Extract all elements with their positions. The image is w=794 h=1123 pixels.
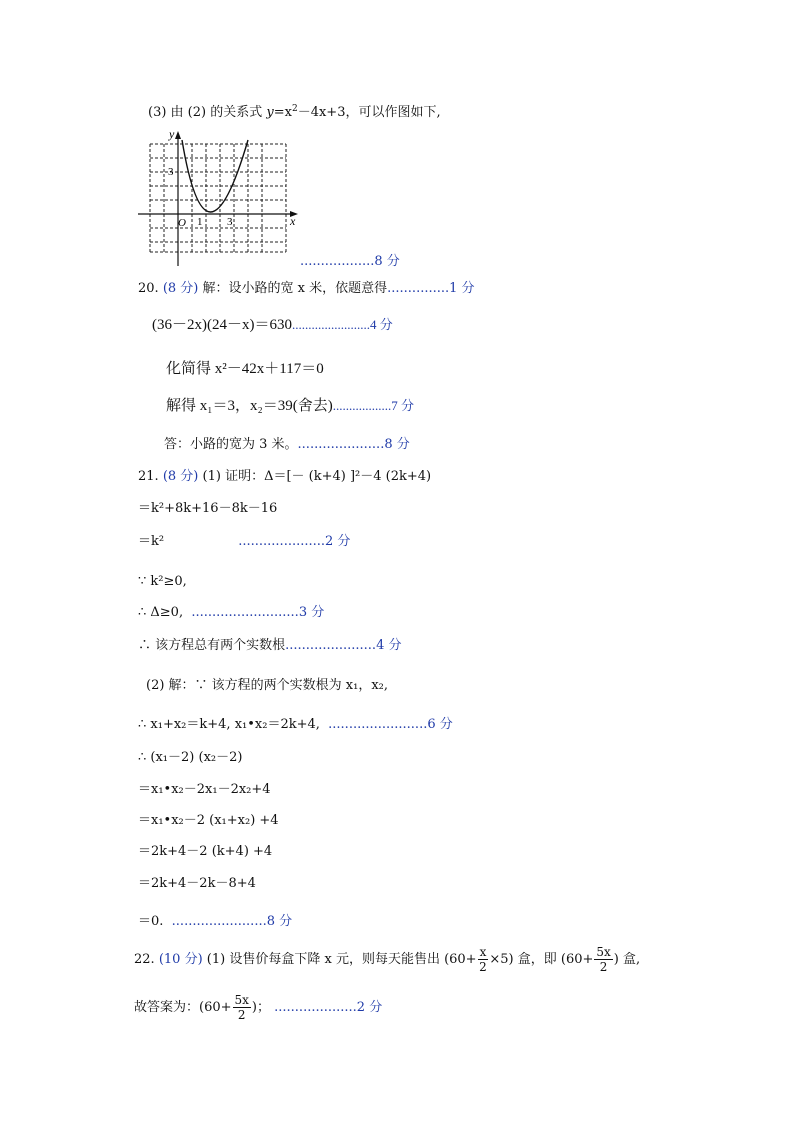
q21-line3-text: ＝k² xyxy=(138,534,165,549)
q21-part1: (1) 证明：Δ＝[－ (k+4) ]²－4 (2k+4) xyxy=(202,469,432,484)
q21-line6-dots: ...................... xyxy=(285,638,377,653)
q21-line3 xyxy=(138,533,350,551)
graph-origin-label: O xyxy=(178,217,186,229)
q22-frac3-num: 5x xyxy=(234,993,249,1007)
q21-line14-text: ＝0. xyxy=(138,914,164,929)
q21-line8-text: ∴ x₁+x₂＝k+4, x₁•x₂＝2k+4, xyxy=(138,717,320,732)
q20-solve xyxy=(166,397,414,415)
q22-frac1-den: 2 xyxy=(479,960,487,974)
graph-tick-x1: 1 xyxy=(197,216,203,228)
q21-line5-text: ∴ Δ≥0, xyxy=(138,605,184,620)
q22-frac1-num: x xyxy=(479,945,487,959)
q21-number: 21. xyxy=(138,469,159,484)
q20-equation xyxy=(152,316,393,334)
q21-line12: ＝2k+4－2 (k+4) +4 xyxy=(138,844,273,859)
q20-number: 20. xyxy=(138,281,159,296)
formula-y: y xyxy=(266,105,274,120)
q22-text-a: (1) 设售价每盒下降 x 元，则每天能售出 (60+ xyxy=(206,952,477,967)
q20-answer: 答：小路的宽为 3 米。 xyxy=(164,437,298,452)
q22-ans-dots: .................... xyxy=(274,1000,357,1015)
graph-tick-y3: 3 xyxy=(168,166,174,178)
q21-line14-dots: ....................... xyxy=(171,914,267,929)
q21-line3-score: 2 分 xyxy=(325,534,351,549)
q20-simplify: 化简得 x²－42x＋117＝0 xyxy=(166,361,324,377)
q22-answer-line xyxy=(134,992,382,1024)
q22-points: (10 分) xyxy=(158,952,203,967)
q22-ans-b: )； xyxy=(251,1000,270,1015)
q21-line8-score: 6 分 xyxy=(427,717,453,732)
q22-fraction-1 xyxy=(478,945,489,974)
graph-x-label: x xyxy=(290,214,296,228)
q21-line5 xyxy=(138,604,324,622)
q21-line2: ＝k²+8k+16－8k－16 xyxy=(138,501,278,516)
q21-line10: ＝x₁•x₂－2x₁－2x₂+4 xyxy=(138,782,271,797)
q21-line6-text: ∴ 该方程总有两个实数根 xyxy=(138,638,286,653)
q20-intro-dots: ............... xyxy=(387,281,450,296)
q19-score xyxy=(300,253,400,271)
q19-part3-outro: ，可以作图如下, xyxy=(345,105,441,120)
q20-eq1-score: 4 分 xyxy=(369,317,393,332)
q22-frac2-num: 5x xyxy=(596,945,611,959)
q22-fraction-3 xyxy=(233,993,251,1022)
q21-line4: ∵ k²≥0, xyxy=(138,574,187,589)
q21-line14-score: 8 分 xyxy=(266,914,293,929)
q21-line14 xyxy=(138,913,292,931)
graph-tick-x3: 3 xyxy=(227,216,233,228)
q21-line11: ＝x₁•x₂－2 (x₁+x₂) +4 xyxy=(138,813,279,828)
q20-header xyxy=(138,280,475,298)
q22-ans-score: 2 分 xyxy=(356,1000,383,1015)
q22-text-b: ×5) 盒，即 (60+ xyxy=(489,952,594,967)
q21-line9: ∴ (x₁－2) (x₂－2) xyxy=(138,750,243,765)
q20-solve-text: 解得 x₁＝3，x₂＝39 xyxy=(166,398,293,414)
q19-part3-intro: (3) 由 (2) 的关系式 xyxy=(148,105,263,120)
q20-intro: 解：设小路的宽 x 米，依题意得 xyxy=(202,281,388,296)
q20-eq1: (36－2x)(24－x)＝630 xyxy=(152,317,292,333)
parabola-graph xyxy=(138,128,302,268)
q20-intro-score: 1 分 xyxy=(449,281,475,296)
q22-ans-a: 故答案为：(60+ xyxy=(134,1000,232,1015)
y-axis-arrow-icon xyxy=(175,131,181,139)
formula-eq-x: =x xyxy=(273,105,292,120)
q21-line5-score: 3 分 xyxy=(298,605,325,620)
q19-part3-line xyxy=(148,104,441,122)
q19-score-dots: .................. xyxy=(300,254,375,269)
q21-points: (8 分) xyxy=(162,469,199,484)
q21-line8 xyxy=(138,716,453,734)
q19-score-value: 8 分 xyxy=(374,254,400,269)
q21-line8-dots: ........................ xyxy=(328,717,428,732)
q21-part2: (2) 解：∵ 该方程的两个实数根为 x₁，x₂, xyxy=(146,678,389,693)
q20-solve-dots: .................. xyxy=(332,398,392,413)
q20-answer-line xyxy=(164,436,410,454)
graph-dashed-grid xyxy=(150,144,286,252)
q20-eq1-dots: ........................ xyxy=(291,317,370,332)
q22-frac2-den: 2 xyxy=(599,960,608,974)
q20-answer-dots: ..................... xyxy=(297,437,385,452)
q22-text-c: ) 盒, xyxy=(613,952,641,967)
q22-number: 22. xyxy=(134,952,155,967)
graph-y-label: y xyxy=(169,128,175,141)
q22-header xyxy=(134,944,640,976)
q21-line3-dots: ..................... xyxy=(238,534,326,549)
q21-line6-score: 4 分 xyxy=(376,638,402,653)
q20-points: (8 分) xyxy=(162,281,199,296)
q20-solve-score: 7 分 xyxy=(391,398,414,413)
q20-answer-score: 8 分 xyxy=(384,437,410,452)
q21-line13: ＝2k+4－2k－8+4 xyxy=(138,876,256,891)
q21-header xyxy=(138,468,431,486)
formula-rest: －4x+3 xyxy=(297,105,346,120)
formula-sup: 2 xyxy=(291,104,298,114)
q21-line6 xyxy=(138,637,401,655)
q21-line5-dots: .......................... xyxy=(191,605,299,620)
q22-frac3-den: 2 xyxy=(237,1008,246,1022)
q20-solve-discard: (舍去) xyxy=(292,398,333,414)
q22-fraction-2 xyxy=(594,945,612,974)
